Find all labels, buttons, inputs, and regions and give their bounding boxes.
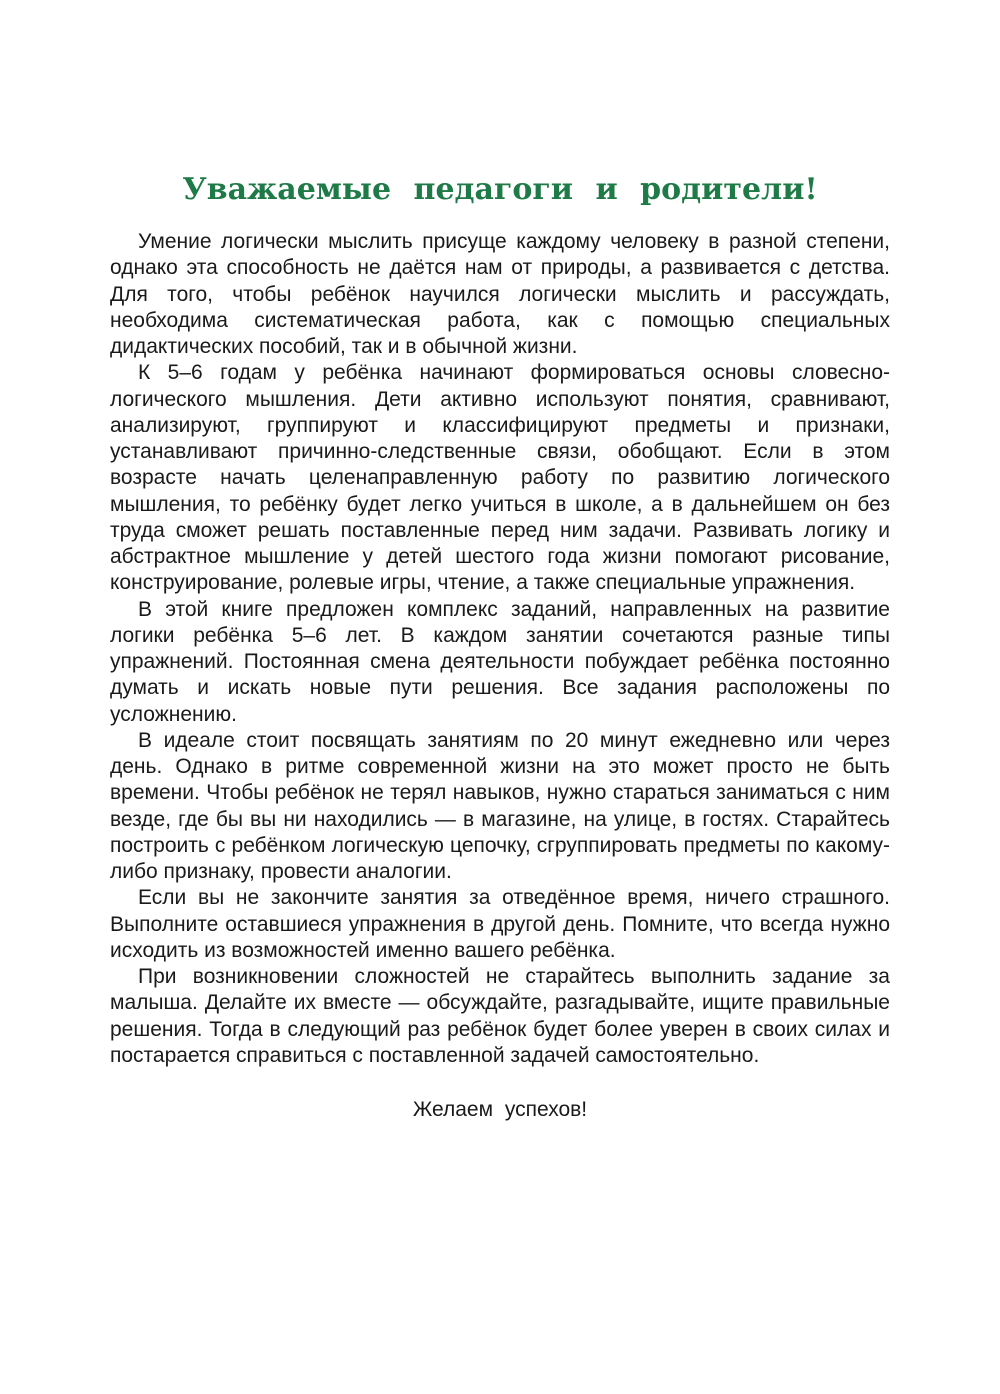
page-title: Уважаемые педагоги и родители! — [182, 172, 818, 207]
paragraph: В этой книге предложен комплекс заданий, направленных на развитие логики ребёнка 5–6 лет. В каждом занятии сочетаются разные типы упражнений. Постоянная смена деятельности побуждает ребёнка постоянно думать и искать новые пути решения. Все задания расположены по усложнению. — [110, 597, 890, 726]
paragraph: Если вы не закончите занятия за отведённое время, ничего страшного. Выполните оставшиеся упражнения в другой день. Помните, что всегда нужно исходить из возможностей именно вашего ребёнка. — [110, 886, 890, 962]
paragraph: Умение логически мыслить присуще каждому человеку в разной степени, однако эта способность не даётся нам от природы, а развивается с детства. Для того, чтобы ребёнок научился логически мыслить и рассуждать, необходима систематическая работа, как с помощью специальных дидактических пособий, так и в обычной жизни. — [110, 230, 890, 358]
body-text — [110, 229, 890, 1069]
paragraph: В идеале стоит посвящать занятиям по 20 минут ежедневно или через день. Однако в ритме современной жизни на это может просто не быть времени. Чтобы ребёнок не терял навыков, нужно стараться заниматься с ним везде, где бы вы ни находились — в магазине, на улице, в гостях. Старайтесь построить с ребёнком логическую цепочку, сгруппировать предметы по какому-либо признаку, провести аналогии. — [110, 728, 890, 883]
closing-line: Желаем успехов! — [412, 1098, 588, 1121]
paragraph: К 5–6 годам у ребёнка начинают формироваться основы словесно-логического мышления. Дети активно используют понятия, сравнивают, анализируют, группируют и классифицируют предметы и признаки, устанавливают причинно-следственные связи, обобщают. Если в этом возрасте начать целенаправленную работу по развитию логического мышления, то ребёнку будет легко учиться в школе, а в дальнейшем он без труда сможет решать поставленные перед ним задачи. Развивать логику и абстрактное мышление у детей шестого года жизни помогают рисование, конструирование, ролевые игры, чтение, а также специальные упражнения. — [110, 361, 890, 595]
paragraph: При возникновении сложностей не старайтесь выполнить задание за малыша. Делайте их вместе — обсуждайте, разгадывайте, ищите правильные решения. Тогда в следующий раз ребёнок будет более уверен в своих силах и постарается справиться с поставленной задачей самостоятельно. — [110, 965, 890, 1067]
